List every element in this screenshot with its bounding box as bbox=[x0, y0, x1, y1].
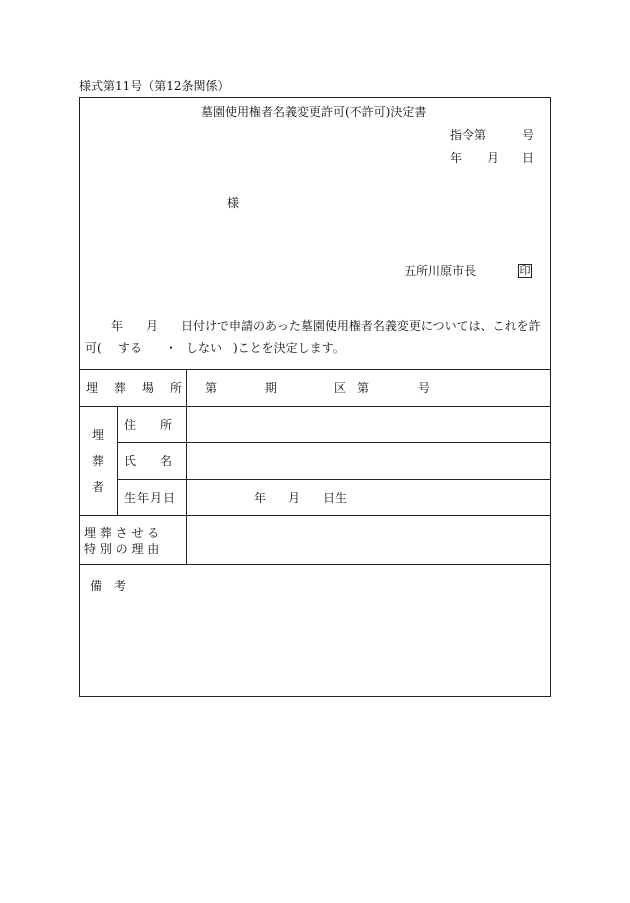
address-label: 住 所 bbox=[124, 418, 173, 432]
table-top-line bbox=[79, 369, 551, 370]
ref-no-prefix: 指令第 bbox=[450, 128, 487, 142]
burial-place-ku: 区 bbox=[334, 381, 347, 395]
body-year: 年 bbox=[111, 319, 124, 333]
body-line2-start: 可( bbox=[85, 341, 102, 355]
row-line-name bbox=[117, 479, 551, 480]
option-separator: ・ bbox=[165, 341, 178, 355]
seal-stamp: 印 bbox=[519, 264, 531, 277]
document-title: 墓園使用権者名義変更許可(不許可)決定書 bbox=[201, 105, 427, 119]
body-line2-end: )ことを決定します。 bbox=[233, 341, 345, 355]
form-frame bbox=[79, 97, 551, 697]
buried-person-label-2: 葬 bbox=[92, 454, 105, 468]
burial-place-ki: 期 bbox=[265, 381, 278, 395]
dob-label: 生年月日 bbox=[124, 491, 177, 505]
date-month: 月 bbox=[487, 151, 500, 165]
option-suru: する bbox=[118, 341, 143, 355]
option-shinai: しない bbox=[186, 341, 223, 355]
remarks-label: 備 考 bbox=[90, 579, 127, 593]
issuer-name: 五所川原市長 bbox=[404, 264, 477, 278]
ref-no-suffix: 号 bbox=[522, 128, 535, 142]
date-day: 日 bbox=[522, 151, 535, 165]
reason-label-line1: 埋 葬 さ せ る bbox=[84, 526, 160, 540]
row-line-address bbox=[117, 442, 551, 443]
row-line-dob bbox=[79, 515, 551, 516]
label-column-divider bbox=[186, 369, 187, 564]
burial-place-dai2: 第 bbox=[357, 381, 370, 395]
body-line1-text: 日付けで申請のあった墓園使用権者名義変更については、これを許 bbox=[181, 319, 541, 333]
form-number: 様式第11号（第12条関係） bbox=[79, 79, 230, 93]
name-label: 氏 名 bbox=[124, 454, 173, 468]
reason-label-line2: 特 別 の 理 由 bbox=[84, 542, 160, 556]
body-month: 月 bbox=[146, 319, 159, 333]
burial-place-label: 埋 葬 場 所 bbox=[86, 381, 185, 395]
burial-place-dai: 第 bbox=[205, 381, 218, 395]
burial-place-go: 号 bbox=[418, 381, 431, 395]
group-column-divider bbox=[117, 406, 118, 515]
date-year: 年 bbox=[450, 151, 463, 165]
addressee-suffix: 様 bbox=[227, 196, 240, 210]
dob-year: 年 bbox=[254, 491, 267, 505]
row-line-reason bbox=[79, 564, 551, 565]
dob-month: 月 bbox=[288, 491, 301, 505]
buried-person-label-3: 者 bbox=[92, 480, 105, 494]
row-line-burial-place bbox=[79, 406, 551, 407]
dob-day: 日生 bbox=[323, 491, 348, 505]
buried-person-label-1: 埋 bbox=[92, 428, 105, 442]
